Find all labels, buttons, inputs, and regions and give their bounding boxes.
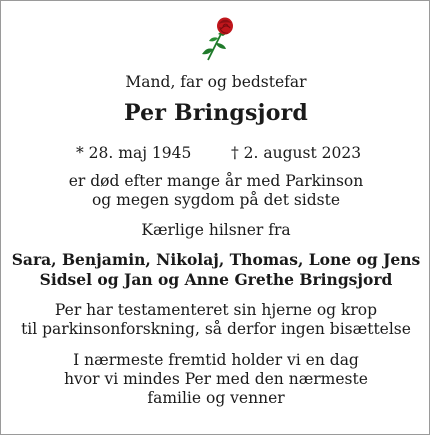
memorial-line: hvor vi mindes Per med den nærmeste [64, 370, 368, 388]
death-date: † 2. august 2023 [231, 144, 362, 162]
testament-line: Per har testamenteret sin hjerne og krop [54, 301, 378, 319]
message-line: og megen sygdom på det sidste [91, 191, 341, 209]
family-names-line: Sidsel og Jan og Anne Grethe Bringsjord [39, 270, 393, 289]
memorial-line: familie og venner [147, 389, 285, 407]
testament-line: til parkinsonforskning, så derfor ingen bisættelse [21, 320, 411, 338]
memorial-line: I nærmeste fremtid holder vi en dag [73, 351, 359, 369]
deceased-name: Per Bringsjord [124, 100, 308, 126]
message-line: er død efter mange år med Parkinson [68, 172, 364, 190]
birth-date: * 28. maj 1945 [76, 144, 192, 162]
relation-intro: Mand, far og bedstefar [125, 73, 307, 91]
greeting: Kærlige hilsner fra [141, 221, 291, 239]
family-names-line: Sara, Benjamin, Nikolaj, Thomas, Lone og Jens [11, 250, 421, 269]
rose-icon [194, 14, 240, 64]
